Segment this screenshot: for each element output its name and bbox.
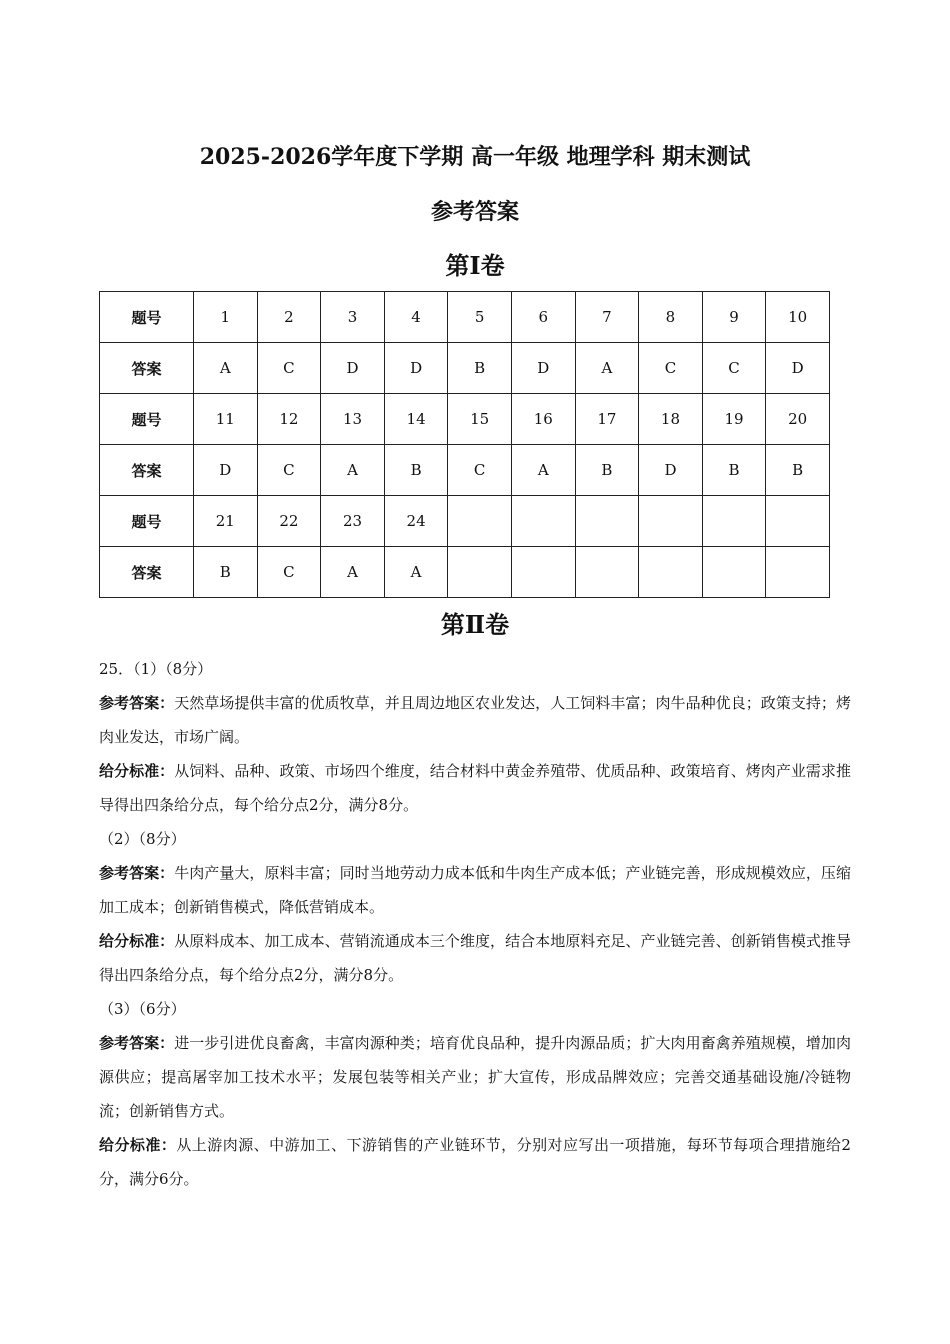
answer-cell: D bbox=[321, 343, 385, 394]
answer-cell: D bbox=[384, 343, 448, 394]
answer-cell: D bbox=[766, 343, 830, 394]
answer-cell: C bbox=[448, 445, 512, 496]
question-number-cell: 24 bbox=[384, 496, 448, 547]
question-number-cell: 15 bbox=[448, 394, 512, 445]
answer-cell: A bbox=[194, 343, 258, 394]
question-number-cell bbox=[702, 496, 766, 547]
volume-1-title: 第Ⅰ卷 bbox=[445, 251, 505, 280]
standard-text: 从原料成本、加工成本、营销流通成本三个维度，结合本地原料充足、产业链完善、创新销售模式推导得出四条给分点，每个给分点2分，满分8分。 bbox=[99, 932, 851, 984]
q25-part2-heading: （2）（8分） bbox=[99, 830, 186, 848]
question-number-cell: 7 bbox=[575, 292, 639, 343]
answer-cell: B bbox=[448, 343, 512, 394]
answer-cell: D bbox=[511, 343, 575, 394]
question-number-cell: 10 bbox=[766, 292, 830, 343]
question-number-cell: 14 bbox=[384, 394, 448, 445]
q25-part1-answer bbox=[99, 686, 851, 754]
answer-cell: B bbox=[575, 445, 639, 496]
question-number-cell bbox=[511, 496, 575, 547]
answer-cell: B bbox=[766, 445, 830, 496]
question-number-cell: 5 bbox=[448, 292, 512, 343]
answer-cell: A bbox=[321, 445, 385, 496]
answer-label: 参考答案： bbox=[99, 864, 175, 882]
answer-label: 参考答案： bbox=[99, 1034, 175, 1052]
question-number-header: 题号 bbox=[100, 394, 194, 445]
answer-cell: D bbox=[639, 445, 703, 496]
standard-label: 给分标准： bbox=[99, 762, 175, 780]
answer-cell: C bbox=[702, 343, 766, 394]
question-number-row bbox=[100, 496, 830, 547]
question-number-cell: 4 bbox=[384, 292, 448, 343]
answer-cell: A bbox=[511, 445, 575, 496]
answer-cell: A bbox=[321, 547, 385, 598]
question-number-cell: 6 bbox=[511, 292, 575, 343]
answer-text: 进一步引进优良畜禽，丰富肉源种类；培育优良品种，提升肉源品质；扩大肉用畜禽养殖规模，增加肉源供应；提高屠宰加工技术水平；发展包装等相关产业；扩大宣传，形成品牌效应；完善交通基础设施/冷链物流；创新销售方式。 bbox=[99, 1034, 851, 1120]
question-number-cell: 1 bbox=[194, 292, 258, 343]
answer-cell bbox=[639, 547, 703, 598]
q25-part2-answer bbox=[99, 856, 851, 924]
answer-cell bbox=[766, 547, 830, 598]
standard-text: 从饲料、品种、政策、市场四个维度，结合材料中黄金养殖带、优质品种、政策培育、烤肉产业需求推导得出四条给分点，每个给分点2分，满分8分。 bbox=[99, 762, 851, 814]
answer-cell: C bbox=[257, 445, 321, 496]
q25-part3-answer bbox=[99, 1026, 851, 1128]
answer-header: 答案 bbox=[100, 445, 194, 496]
question-number-cell: 17 bbox=[575, 394, 639, 445]
question-number-cell: 19 bbox=[702, 394, 766, 445]
question-number-header: 题号 bbox=[100, 496, 194, 547]
question-number-row bbox=[100, 394, 830, 445]
answer-cell bbox=[702, 547, 766, 598]
question-number-cell: 11 bbox=[194, 394, 258, 445]
question-number-cell bbox=[639, 496, 703, 547]
answer-row bbox=[100, 445, 830, 496]
answer-cell: C bbox=[257, 547, 321, 598]
answer-header: 答案 bbox=[100, 343, 194, 394]
answer-cell: A bbox=[575, 343, 639, 394]
standard-text: 从上游肉源、中游加工、下游销售的产业链环节，分别对应写出一项措施，每环节每项合理措施给2分，满分6分。 bbox=[99, 1136, 851, 1188]
answer-cell: C bbox=[257, 343, 321, 394]
question-number-row bbox=[100, 292, 830, 343]
answer-cell: B bbox=[194, 547, 258, 598]
exam-title: 2025-2026学年度下学期 高一年级 地理学科 期末测试 bbox=[199, 144, 751, 170]
question-number-cell: 22 bbox=[257, 496, 321, 547]
question-number-cell bbox=[575, 496, 639, 547]
volume-2-title: 第Ⅱ卷 bbox=[440, 610, 510, 639]
answer-row bbox=[100, 343, 830, 394]
answer-cell: B bbox=[384, 445, 448, 496]
question-number-cell: 3 bbox=[321, 292, 385, 343]
answer-label: 参考答案： bbox=[99, 694, 175, 712]
answer-key-title: 参考答案 bbox=[430, 199, 519, 225]
question-number-cell: 13 bbox=[321, 394, 385, 445]
question-number-cell: 2 bbox=[257, 292, 321, 343]
question-number-header: 题号 bbox=[100, 292, 194, 343]
standard-label: 给分标准： bbox=[99, 1136, 177, 1154]
question-number-cell: 12 bbox=[257, 394, 321, 445]
answer-table bbox=[99, 291, 830, 598]
q25-part3-standard bbox=[99, 1128, 851, 1196]
answer-cell bbox=[575, 547, 639, 598]
answer-cell bbox=[511, 547, 575, 598]
answer-text: 牛肉产量大，原料丰富；同时当地劳动力成本低和牛肉生产成本低；产业链完善，形成规模效应，压缩加工成本；创新销售模式，降低营销成本。 bbox=[99, 864, 851, 916]
answer-header: 答案 bbox=[100, 547, 194, 598]
q25-part2-standard bbox=[99, 924, 851, 992]
question-number-cell bbox=[766, 496, 830, 547]
q25-part1-standard bbox=[99, 754, 851, 822]
question-number-cell: 9 bbox=[702, 292, 766, 343]
answer-row bbox=[100, 547, 830, 598]
question-number-cell: 23 bbox=[321, 496, 385, 547]
answer-cell: C bbox=[639, 343, 703, 394]
question-number-cell: 20 bbox=[766, 394, 830, 445]
question-number-cell: 8 bbox=[639, 292, 703, 343]
answer-text: 天然草场提供丰富的优质牧草，并且周边地区农业发达，人工饲料丰富；肉牛品种优良；政策支持；烤肉业发达，市场广阔。 bbox=[99, 694, 851, 746]
answer-cell: D bbox=[194, 445, 258, 496]
answer-cell: B bbox=[702, 445, 766, 496]
question-25-answers bbox=[99, 652, 851, 1196]
question-number-cell: 18 bbox=[639, 394, 703, 445]
q25-part1-heading: 25．（1）（8分） bbox=[99, 660, 213, 678]
answer-cell: A bbox=[384, 547, 448, 598]
question-number-cell: 21 bbox=[194, 496, 258, 547]
standard-label: 给分标准： bbox=[99, 932, 175, 950]
q25-part3-heading: （3）（6分） bbox=[99, 1000, 186, 1018]
question-number-cell bbox=[448, 496, 512, 547]
question-number-cell: 16 bbox=[511, 394, 575, 445]
answer-cell bbox=[448, 547, 512, 598]
